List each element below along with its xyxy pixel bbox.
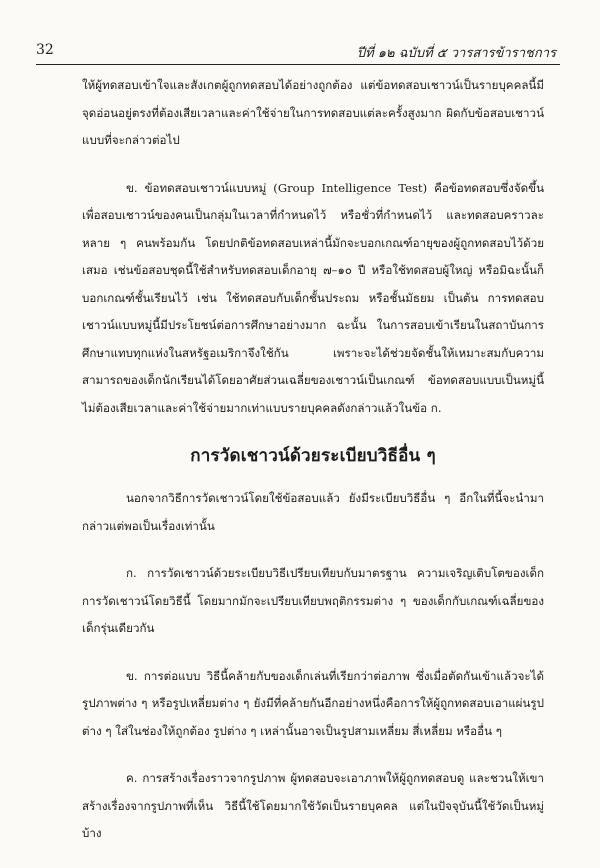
body-paragraph: ข. ข้อทดสอบเชาวน์แบบหมู่ (Group Intelligence Test) คือข้อทดสอบซึ่งจัดขึ้นเพื่อสอบเชาวน์ของคนเป็นกลุ่มในเวลาที่กำหนดไว้ หรือชั่วที่กำหนดไว้ และทดสอบคราวละหลาย ๆ คนพร้อมกัน โดยปกติข้อทดสอบเหล่านี้มักจะบอกเกณฑ์อายุของผู้ถูกทดสอบไว้ด้วยเสมอ เช่นข้อสอบชุดนี้ใช้สำหรับทดสอบเด็กอายุ ๗–๑๐ ปี หรือใช้ทดสอบผู้ใหญ่ หรือมิฉะนั้นก็บอกเกณฑ์ชั้นเรียนไว้ เช่น ใช้ทดสอบกับเด็กชั้นประถม หรือชั้นมัธยม เป็นต้น การทดสอบเชาวน์แบบหมู่นี้มีประโยชน์ต่อการศึกษาอย่างมาก ฉะนั้น ในการสอบเข้าเรียนในสถาบันการศึกษาแทบทุกแห่งในสหรัฐอเมริกาจึงใช้กัน เพราะจะได้ช่วยจัดชั้นให้เหมาะสมกับความสามารถของเด็กนักเรียนได้โดยอาศัยส่วนเฉลี่ยของเชาวน์เป็นเกณฑ์ ข้อทดสอบแบบเป็นหมู่นี้ไม่ต้องเสียเวลาและค่าใช้จ่ายมากเท่าแบบรายบุคคลดังกล่าวแล้วในข้อ ก. <box>82 180 544 415</box>
body-paragraph: ค. การสร้างเรื่องราวจากรูปภาพ ผู้ทดสอบจะเอาภาพให้ผู้ถูกทดสอบดู และชวนให้เขาสร้างเรื่องจากรูปภาพที่เห็น วิธีนี้ใช้โดยมากใช้วัดเป็นรายบุคคล แต่ในปัจจุบันนี้ใช้วัดเป็นหมู่บ้าง <box>82 771 544 840</box>
page-number: 32 <box>36 42 54 58</box>
body-paragraph: ก. การวัดเชาวน์ด้วยระเบียบวิธีเปรียบเทียบกับมาตรฐาน ความเจริญเติบโตของเด็ก การวัดเชาวน์โดยวิธีนี้ โดยมากมักจะเปรียบเทียบพฤติกรรมต่าง ๆ ของเด็กกับเกณฑ์เฉลี่ยของเด็กรุ่นเดียวกัน <box>82 566 544 635</box>
body-paragraph: ข. การต่อแบบ วิธีนี้คล้ายกับของเด็กเล่นที่เรียกว่าต่อภาพ ซึ่งเมื่อตัดกันเข้าแล้วจะได้รูปภาพต่าง ๆ หรือรูปเหลี่ยมต่าง ๆ ยังมีที่คล้ายกันอีกอย่างหนึ่งคือการให้ผู้ถูกทดสอบเอาแผ่นรูปต่าง ๆ ใส่ในช่องให้ถูกต้อง รูปต่าง ๆ เหล่านั้นอาจเป็นรูปสามเหลี่ยม สี่เหลี่ยม หรืออื่น ๆ <box>82 668 544 738</box>
body-paragraph: ให้ผู้ทดสอบเข้าใจและสังเกตผู้ถูกทดสอบได้อย่างถูกต้อง แต่ข้อทดสอบเชาวน์เป็นรายบุคคลนี้มีจุดอ่อนอยู่ตรงที่ต้องเสียเวลาและค่าใช้จ่ายในการทดสอบแต่ละครั้งสูงมาก ผิดกับข้อสอบเชาวน์แบบที่จะกล่าวต่อไป <box>82 78 544 147</box>
page-body <box>82 72 544 868</box>
body-paragraph: นอกจากวิธีการวัดเชาวน์โดยใช้ข้อสอบแล้ว ยังมีระเบียบวิธีอื่น ๆ อีกในที่นี้จะนำมากล่าวแต่พอเป็นเรื่องเท่านั้น <box>82 491 544 533</box>
header-rule <box>36 64 560 65</box>
section-heading: การวัดเชาวน์ด้วยระเบียบวิธีอื่น ๆ <box>190 446 436 466</box>
running-title: ปีที่ ๑๒ ฉบับที่ ๕ วารสารข้าราชการ <box>356 46 556 61</box>
page-header <box>36 42 556 64</box>
